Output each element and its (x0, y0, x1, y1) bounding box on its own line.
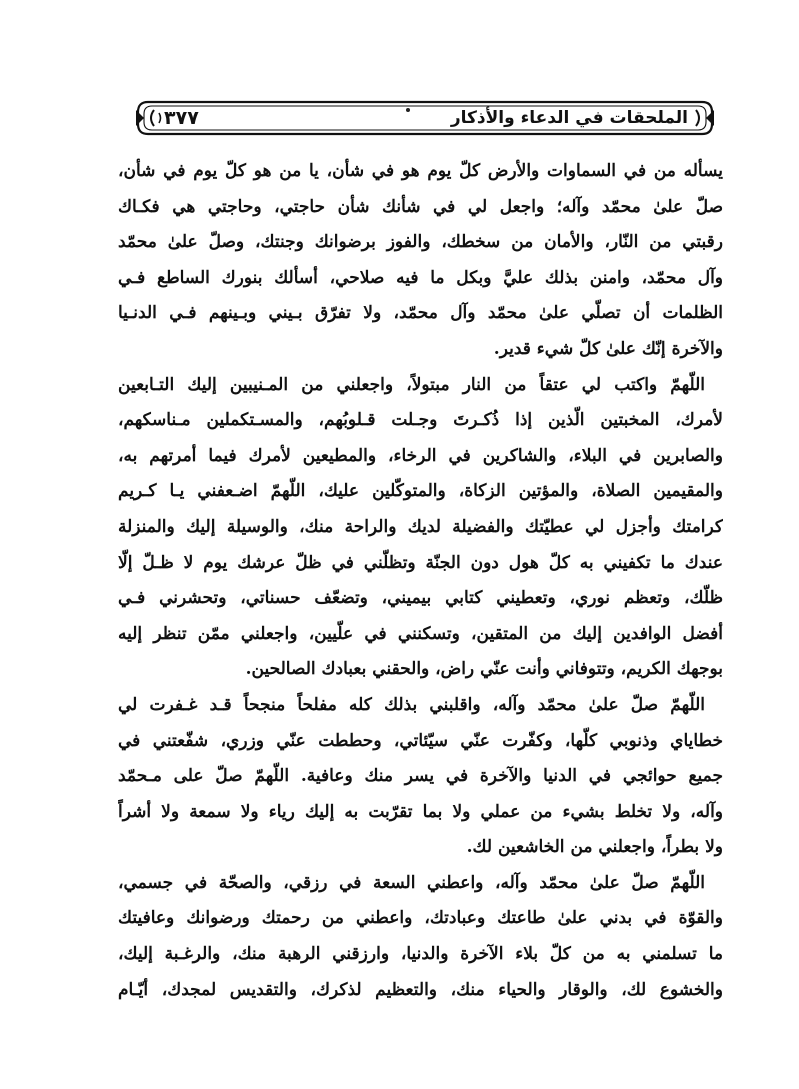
text-line: وآل محمّد، وامنن بذلك عليَّ وبكل ما فيه صلاحي، أسألك بنورك الساطع فـي (118, 267, 723, 288)
text-line: والقوّة في بدني علىٰ طاعتك وعبادتك، واعطني من رحمتك ورضوانك وعافيتك (118, 908, 723, 929)
header-title: الملحقات في الدعاء والأذكار (450, 108, 688, 128)
text-line: يسأله من في السماوات والأرض كلّ يوم هو في شأن، يا من هو كلّ يوم في شأن، (118, 161, 723, 181)
text-line: خطاياي وذنوبي كلّها، وكفّرت عنّي سيّئاتي، وحططت عنّي وزري، شفّعتني في (118, 730, 723, 751)
text-line: جميع حوائجي في الدنيا والآخرة في يسر منك وعافية. اللّهمّ صلّ على مـحمّد (118, 766, 723, 787)
text-line: بوجهك الكريم، وتتوفاني وأنت عنّي راض، والحقني بعبادك الصالحين. (245, 659, 723, 680)
text-line: اللّهمّ واكتب لي عتقاً من النار مبتولاً، واجعلني من المـنيبين إليك التـابعين (118, 374, 705, 395)
text-line: والآخرة إنّك علىٰ كلّ شيء قدير. (493, 338, 723, 359)
text-line: أفضل الوافدين إليك من المتقين، وتسكنني في علّيين، واجعلني ممّن تنظر إليه (118, 623, 723, 644)
text-line: والمقيمين الصلاة، والمؤتين الزكاة، والمتوكّلين عليك، اللّهمّ اضـعفني يـا كـريم (118, 481, 723, 502)
text-line: لأمرك، المخبتين الّذين إذا ذُكـرتَ وجـلت قـلوبُهم، والمسـتكملين مـناسكهم، (118, 410, 723, 431)
text-line: رقبتي من النّار، والأمان من سخطك، والفوز برضوانك وجنتك، وصلّ علىٰ محمّد (118, 232, 723, 253)
text-line: وآله، ولا تخلط بشيء من عملي ولا بما تقرّبت به إليك رياء ولا سمعة ولا أشراً (118, 801, 723, 822)
text-line: ولا بطراً، واجعلني من الخاشعين لك. (466, 837, 723, 858)
running-header (134, 98, 716, 138)
text-line: ظلّك، وتعظم نوري، وتعطيني كتابي بيميني، وتضعّف حسناتي، وتحشرني فـي (118, 588, 723, 609)
body-text (118, 154, 723, 1008)
text-line: عندك ما تكفيني به كلّ هول دون الجنّة وتظلّني في ظلّ عرشك يوم لا ظـلّ إلّا (118, 552, 723, 573)
text-line: كرامتك وأجزل لي عطيّتك والفضيلة لديك والراحة منك، والوسيلة إليك والمنزلة (118, 516, 723, 537)
text-line: اللّهمّ صلّ علىٰ محمّد وآله، واعطني السعة في رزقي، والصحّة في جسمي، (118, 872, 705, 893)
page-number: ٣٧٧ (164, 107, 199, 129)
text-line: اللّهمّ صلّ علىٰ محمّد وآله، واقلبني بذلك كله مفلحاً منجحاً قـد غـفرت لي (118, 694, 705, 715)
text-line: ما تسلمني به من كلّ بلاء الآخرة والدنيا، وارزقني الرهبة منك، والرغـبة إليك، (118, 944, 723, 965)
text-line: صلّ علىٰ محمّد وآله؛ واجعل لي في شأنك شأن حاجتي، وحاجتي هي فكـاك (118, 196, 723, 217)
text-line: والصابرين في البلاء، والشاكرين في الرخاء، والمطيعين لأمرك فيما أمرتهم به، (118, 445, 723, 466)
header-dot (406, 108, 410, 112)
text-line: الظلمات أن تصلّي علىٰ محمّد وآل محمّد، ولا تفرّق بـيني وبـينهم فـي الدنـيا (118, 303, 723, 324)
text-line: والخشوع لك، والوقار والحياء منك، والتعظيم لذكرك، والتقديس لمجدك، أيّـام (118, 979, 723, 1000)
